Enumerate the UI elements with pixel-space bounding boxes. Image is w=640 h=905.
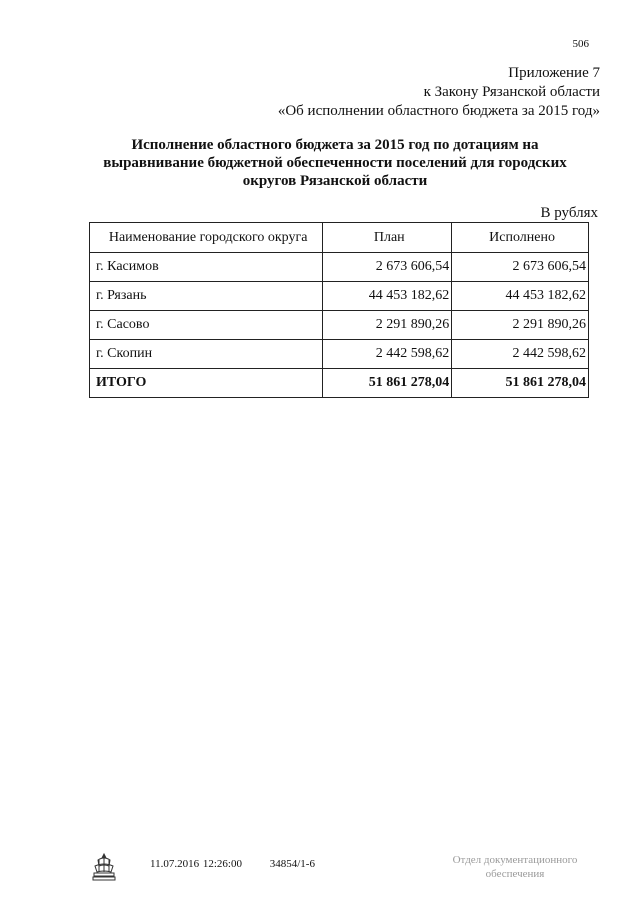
budget-table [89,222,589,398]
title-line-2: выравнивание бюджетной обеспеченности поселений для городских [103,155,567,171]
row-name: г. Касимов [90,253,323,282]
appendix-heading [278,64,600,121]
stamp-doc-number: 34854/1-6 [269,858,315,870]
stamp-timestamp: 11.07.2016 12:26:00 [150,858,242,870]
row-name: г. Скопин [90,340,323,369]
appendix-line-1: Приложение 7 [508,65,600,81]
row-plan: 2 673 606,54 [323,253,452,282]
total-name: ИТОГО [90,369,323,398]
table-header-row [90,223,589,253]
coat-of-arms-icon [90,852,118,882]
table-row [90,253,589,282]
dept-line-1: Отдел документационного [452,854,578,866]
row-done: 44 453 182,62 [452,282,589,311]
page-number: 506 [572,38,589,50]
title-line-1: Исполнение областного бюджета за 2015 год по дотациям на [131,137,539,153]
row-done: 2 442 598,62 [452,340,589,369]
table-row [90,311,589,340]
registration-stamp [150,858,315,870]
department-watermark [430,853,600,881]
header-plan: План [323,223,452,253]
row-plan: 2 291 890,26 [323,311,452,340]
units-label: В рублях [540,205,598,221]
table-row [90,282,589,311]
table-total-row [90,369,589,398]
header-name: Наименование городского округа [90,223,323,253]
dept-line-2: обеспечения [485,868,545,880]
header-done: Исполнено [452,223,589,253]
row-done: 2 673 606,54 [452,253,589,282]
row-done: 2 291 890,26 [452,311,589,340]
row-plan: 44 453 182,62 [323,282,452,311]
table-row [90,340,589,369]
row-plan: 2 442 598,62 [323,340,452,369]
total-done: 51 861 278,04 [452,369,589,398]
row-name: г. Рязань [90,282,323,311]
row-name: г. Сасово [90,311,323,340]
title-line-3: округов Рязанской области [242,173,428,189]
appendix-line-3: «Об исполнении областного бюджета за 2015 год» [277,103,600,119]
document-title [90,136,580,190]
appendix-line-2: к Закону Рязанской области [423,84,600,100]
total-plan: 51 861 278,04 [323,369,452,398]
